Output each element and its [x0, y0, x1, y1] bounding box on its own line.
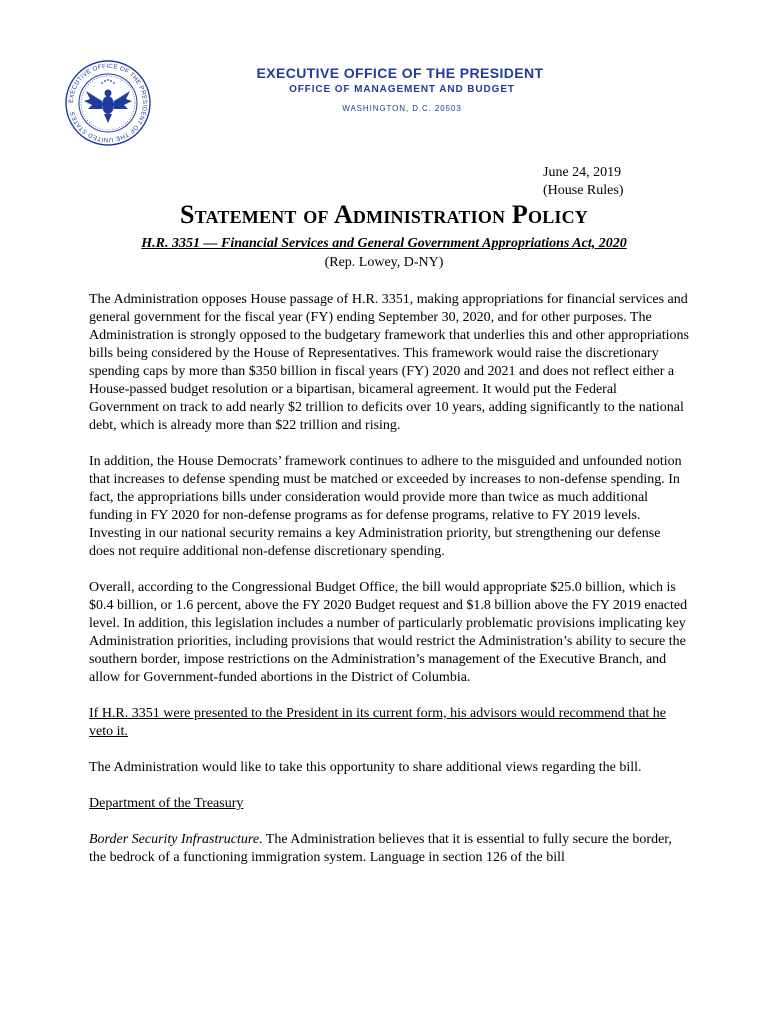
- veto-statement: If H.R. 3351 were presented to the President in its current form, his advisors would recommend that he veto it.: [89, 706, 666, 739]
- additional-views: The Administration would like to take this opportunity to share additional views regarding the bill.: [89, 760, 642, 775]
- paragraph-2: In addition, the House Democrats’ framework continues to adhere to the misguided and unfounded notion that increases to defense spending must be matched or exceeded by increases to non-defense spending. In fact, the appropriations bills under consideration would provide more than twice as much additional funding in FY 2020 for non-defense programs as for defense programs, relative to FY 2019 levels. Investing in our national security remains a key Administration priority, but strengthening our defense does not require additional non-defense discretionary spending.: [89, 454, 682, 559]
- bill-title-line: [0, 236, 768, 252]
- letterhead-line-1: EXECUTIVE OFFICE OF THE PRESIDENT: [256, 65, 544, 81]
- rules-note: (House Rules): [543, 183, 624, 198]
- document-body: [89, 291, 689, 885]
- subsection-paragraph: [89, 831, 689, 867]
- seal-text: EXECUTIVE OFFICE OF THE PRESIDENT OF THE UNITED STATES: [67, 62, 149, 144]
- bill-title: H.R. 3351 — Financial Services and General Government Appropriations Act, 2020: [141, 236, 627, 251]
- letterhead-line-3: WASHINGTON, D.C. 20503: [342, 104, 462, 113]
- document-title: Statement of Administration Policy: [179, 200, 589, 229]
- subsection-text: . The Administration believes that it is essential to fully secure the border, the bedrock of a functioning immigration system. Language in section 126 of the bill: [89, 832, 672, 865]
- date: June 24, 2019: [543, 165, 622, 180]
- section-heading-line: [89, 795, 689, 813]
- paragraph-3: Overall, according to the Congressional Budget Office, the bill would appropriate $25.0 billion, which is $0.4 billion, or 1.6 percent, above the FY 2020 Budget request and $1.8 billion above the FY 2019 enacted level. In addition, this legislation includes a number of particularly problematic provisions implicating key Administration priorities, including provisions that would restrict the Administration’s ability to secure the southern border, impose restrictions on the Administration’s management of the Executive Branch, and allow for Government-funded abortions in the District of Columbia.: [89, 580, 688, 685]
- section-heading: Department of the Treasury: [89, 796, 244, 811]
- date-block: [543, 164, 624, 200]
- veto-paragraph: [89, 705, 689, 741]
- sponsor: (Rep. Lowey, D-NY): [324, 255, 444, 270]
- paragraph-1: The Administration opposes House passage of H.R. 3351, making appropriations for financial services and general government for the fiscal year (FY) ending September 30, 2020, and for other purposes. The Administration is strongly opposed to the budgetary framework that underlies this and other appropriations bills being considered by the House of Representatives. This framework would raise the discretionary spending caps by more than $350 billion in fiscal years (FY) 2020 and 2021 and does not reflect either a House-passed budget resolution or a bipartisan, bicameral agreement. It would put the Federal Government on track to add nearly $2 trillion to deficits over 10 years, adding significantly to the national debt, which is already more than $22 trillion and rising.: [89, 292, 689, 433]
- letterhead-line-2: OFFICE OF MANAGEMENT AND BUDGET: [289, 84, 515, 95]
- subsection-heading: Border Security Infrastructure: [89, 832, 260, 847]
